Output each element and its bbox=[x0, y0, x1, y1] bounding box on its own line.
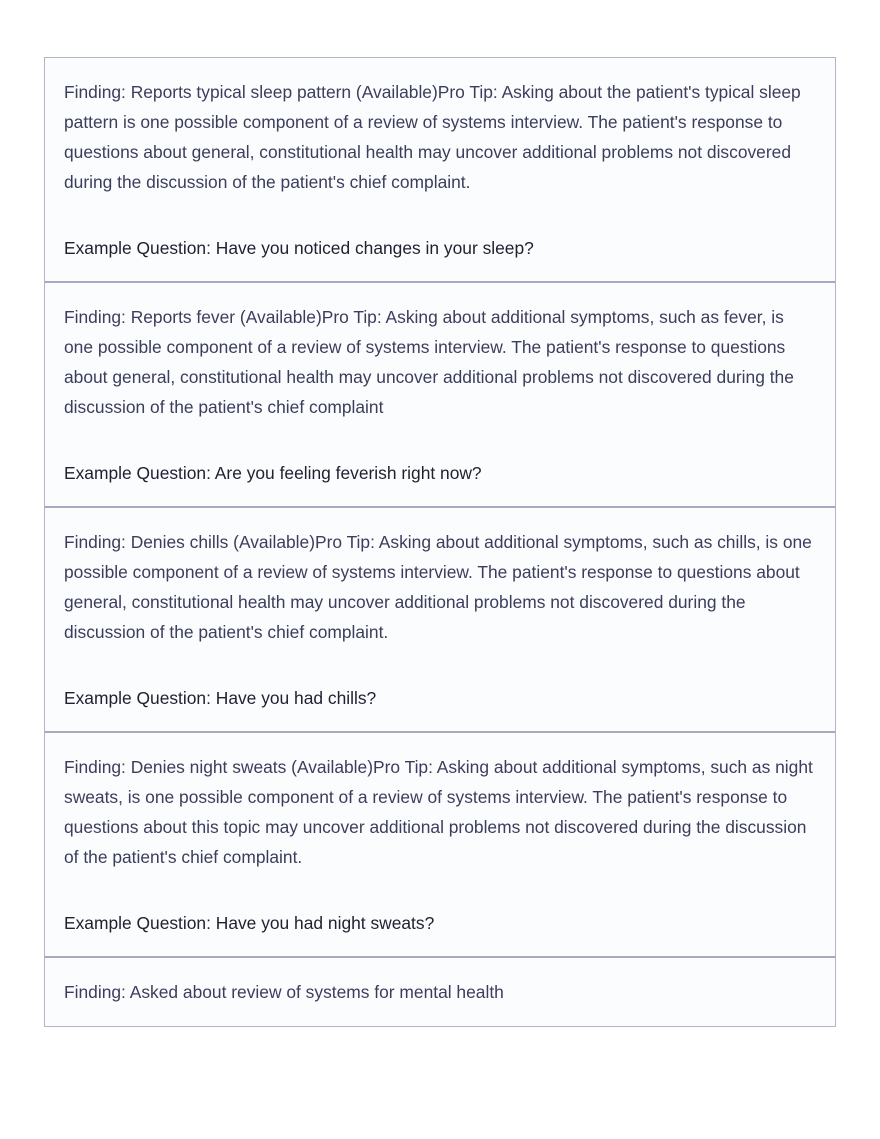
example-question: Example Question: Have you had night sweats? bbox=[64, 913, 435, 933]
example-question: Example Question: Have you noticed changes in your sleep? bbox=[64, 238, 534, 258]
finding-text: Finding: Denies chills (Available)Pro Tip: Asking about additional symptoms, such as chills, is one possible component of a review of systems interview. The patient's response to questions about general, constitutional health may uncover additional problems not discovered during the discussion of the patient's chief complaint. bbox=[64, 532, 812, 642]
finding-item bbox=[45, 58, 835, 283]
finding-text: Finding: Reports fever (Available)Pro Tip: Asking about additional symptoms, such as fever, is one possible component of a review of systems interview. The patient's response to questions about general, constitutional health may uncover additional problems not discovered during the discussion of the patient's chief complaint bbox=[64, 307, 794, 417]
finding-item bbox=[45, 958, 835, 1026]
example-question: Example Question: Are you feeling feverish right now? bbox=[64, 463, 482, 483]
finding-text: Finding: Reports typical sleep pattern (Available)Pro Tip: Asking about the patient's typical sleep pattern is one possible component of a review of systems interview. The patient's response to questions about general, constitutional health may uncover additional problems not discovered during the discussion of the patient's chief complaint. bbox=[64, 82, 801, 192]
finding-text: Finding: Asked about review of systems for mental health bbox=[64, 982, 504, 1002]
findings-list bbox=[44, 57, 836, 1027]
finding-item bbox=[45, 733, 835, 958]
example-question: Example Question: Have you had chills? bbox=[64, 688, 377, 708]
finding-text: Finding: Denies night sweats (Available)Pro Tip: Asking about additional symptoms, such as night sweats, is one possible component of a review of systems interview. The patient's response to questions about this topic may uncover additional problems not discovered during the discussion of the patient's chief complaint. bbox=[64, 757, 813, 867]
finding-item bbox=[45, 283, 835, 508]
finding-item bbox=[45, 508, 835, 733]
